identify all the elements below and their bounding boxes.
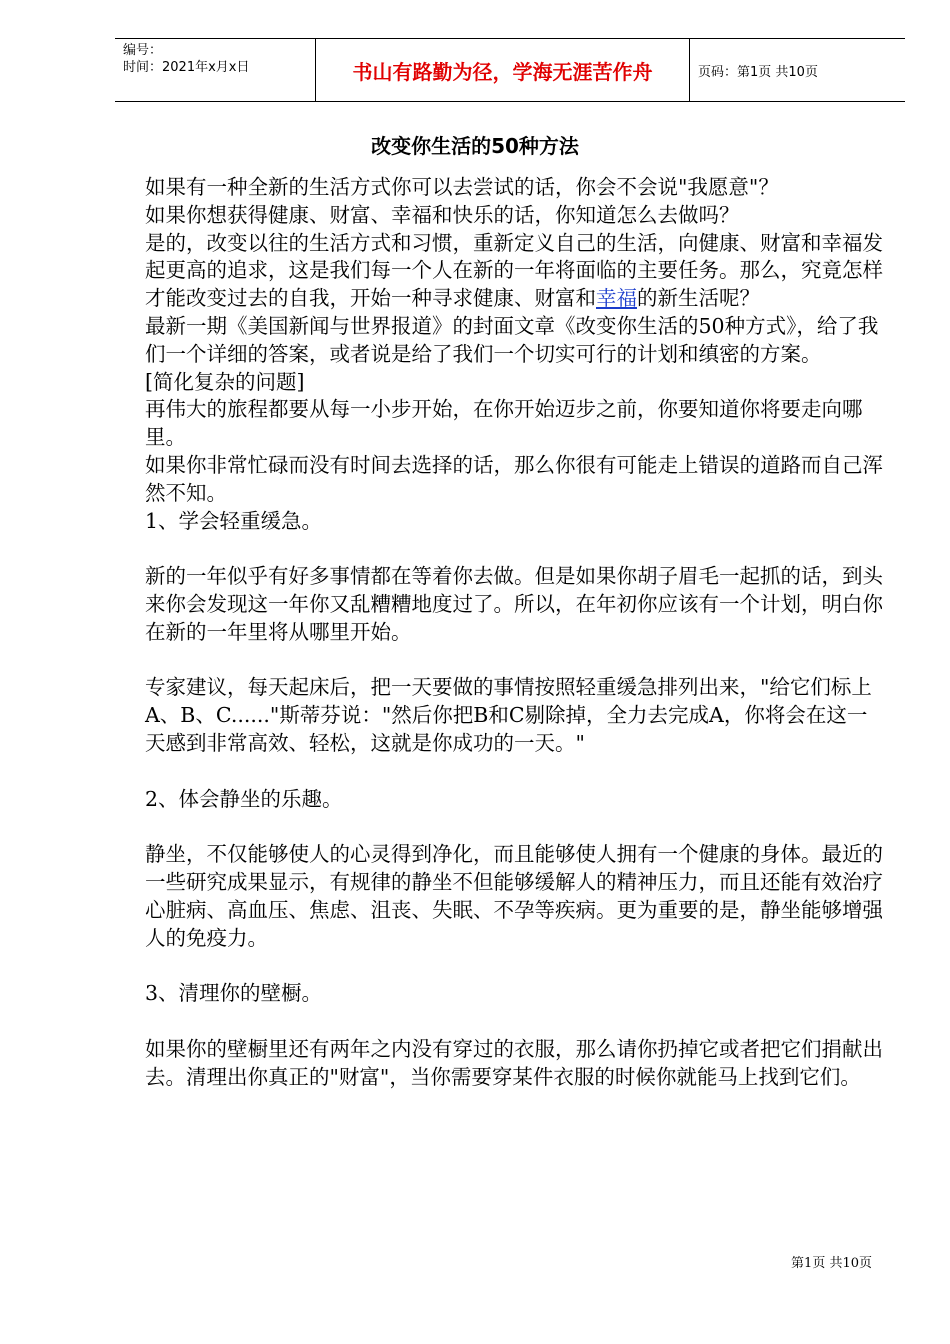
paragraph: 再伟大的旅程都要从每一小步开始，在你开始迈步之前，你要知道你将要走向哪里。 (145, 397, 863, 450)
blank-line (145, 647, 885, 675)
page-footer: 第1页 共10页 (791, 1256, 872, 1271)
paragraph: 新的一年似乎有好多事情都在等着你去做。但是如果你胡子眉毛一起抓的话，到头来你会发现这一年你又乱糟糟地度过了。所以，在年初你应该有一个计划，明白你在新的一年里将从哪里开始。 (145, 564, 883, 644)
header-motto: 书山有路勤为径，学海无涯苦作舟 (316, 39, 690, 101)
paragraph-text: 的新生活呢？ (637, 286, 760, 311)
header-meta (115, 39, 316, 101)
paragraph: 如果有一种全新的生活方式你可以去尝试的话，你会不会说"我愿意"？ (145, 175, 779, 199)
blank-line (145, 758, 885, 786)
blank-line (145, 1008, 885, 1036)
header-page-number: 页码：第1页 共10页 (698, 64, 818, 80)
blank-line (145, 813, 885, 841)
paragraph: 最新一期《美国新闻与世界报道》的封面文章《改变你生活的50种方式》，给了我们一个详细的答案，或者说是给了我们一个切实可行的计划和缜密的方案。 (145, 313, 879, 366)
paragraph (145, 230, 885, 313)
document-title: 改变你生活的50种方法 (371, 134, 579, 158)
paragraph-text: 是的，改变以往的生活方式和习惯，重新定义自己的生活，向健康、财富和幸福发起更高的追求，这是我们每一个人在新的一年将面临的主要任务。那么，究竟怎样才能改变过去的自我，开始一种寻求健康、财富和 (145, 230, 883, 311)
blank-line (145, 535, 885, 563)
item-heading: 1、学会轻重缓急。 (145, 508, 323, 533)
paragraph: 静坐，不仅能够使人的心灵得到净化，而且能够使人拥有一个健康的身体。最近的一些研究成果显示，有规律的静坐不但能够缓解人的精神压力，而且还能有效治疗心脏病、高血压、焦虑、沮丧、失眠、不孕等疾病。更为重要的是，静坐能够增强人的免疫力。 (145, 842, 883, 950)
header-time: 时间：2021年x月x日 (123, 60, 250, 75)
header-table (115, 38, 905, 102)
happiness-link[interactable]: 幸福 (596, 286, 637, 311)
blank-line (145, 952, 885, 980)
item-heading: 3、清理你的壁橱。 (145, 981, 323, 1006)
paragraph: 如果你非常忙碌而没有时间去选择的话，那么你很有可能走上错误的道路而自己浑然不知。 (145, 452, 883, 505)
paragraph: 如果你的壁橱里还有两年之内没有穿过的衣服，那么请你扔掉它或者把它们捐献出去。清理出你真正的"财富"，当你需要穿某件衣服的时候你就能马上找到它们。 (145, 1036, 883, 1089)
section-label: [简化复杂的问题] (145, 369, 305, 394)
document-body (145, 174, 885, 1091)
paragraph: 专家建议，每天起床后，把一天要做的事情按照轻重缓急排列出来，"给它们标上A、B、C......"斯蒂芬说："然后你把B和C剔除掉，全力去完成A，你将会在这一天感到非常高效、轻松，这就是你成功的一天。" (145, 675, 872, 755)
paragraph: 如果你想获得健康、财富、幸福和快乐的话，你知道怎么去做吗？ (145, 202, 740, 227)
item-heading: 2、体会静坐的乐趣。 (145, 786, 343, 811)
header-number: 编号： (123, 43, 163, 58)
